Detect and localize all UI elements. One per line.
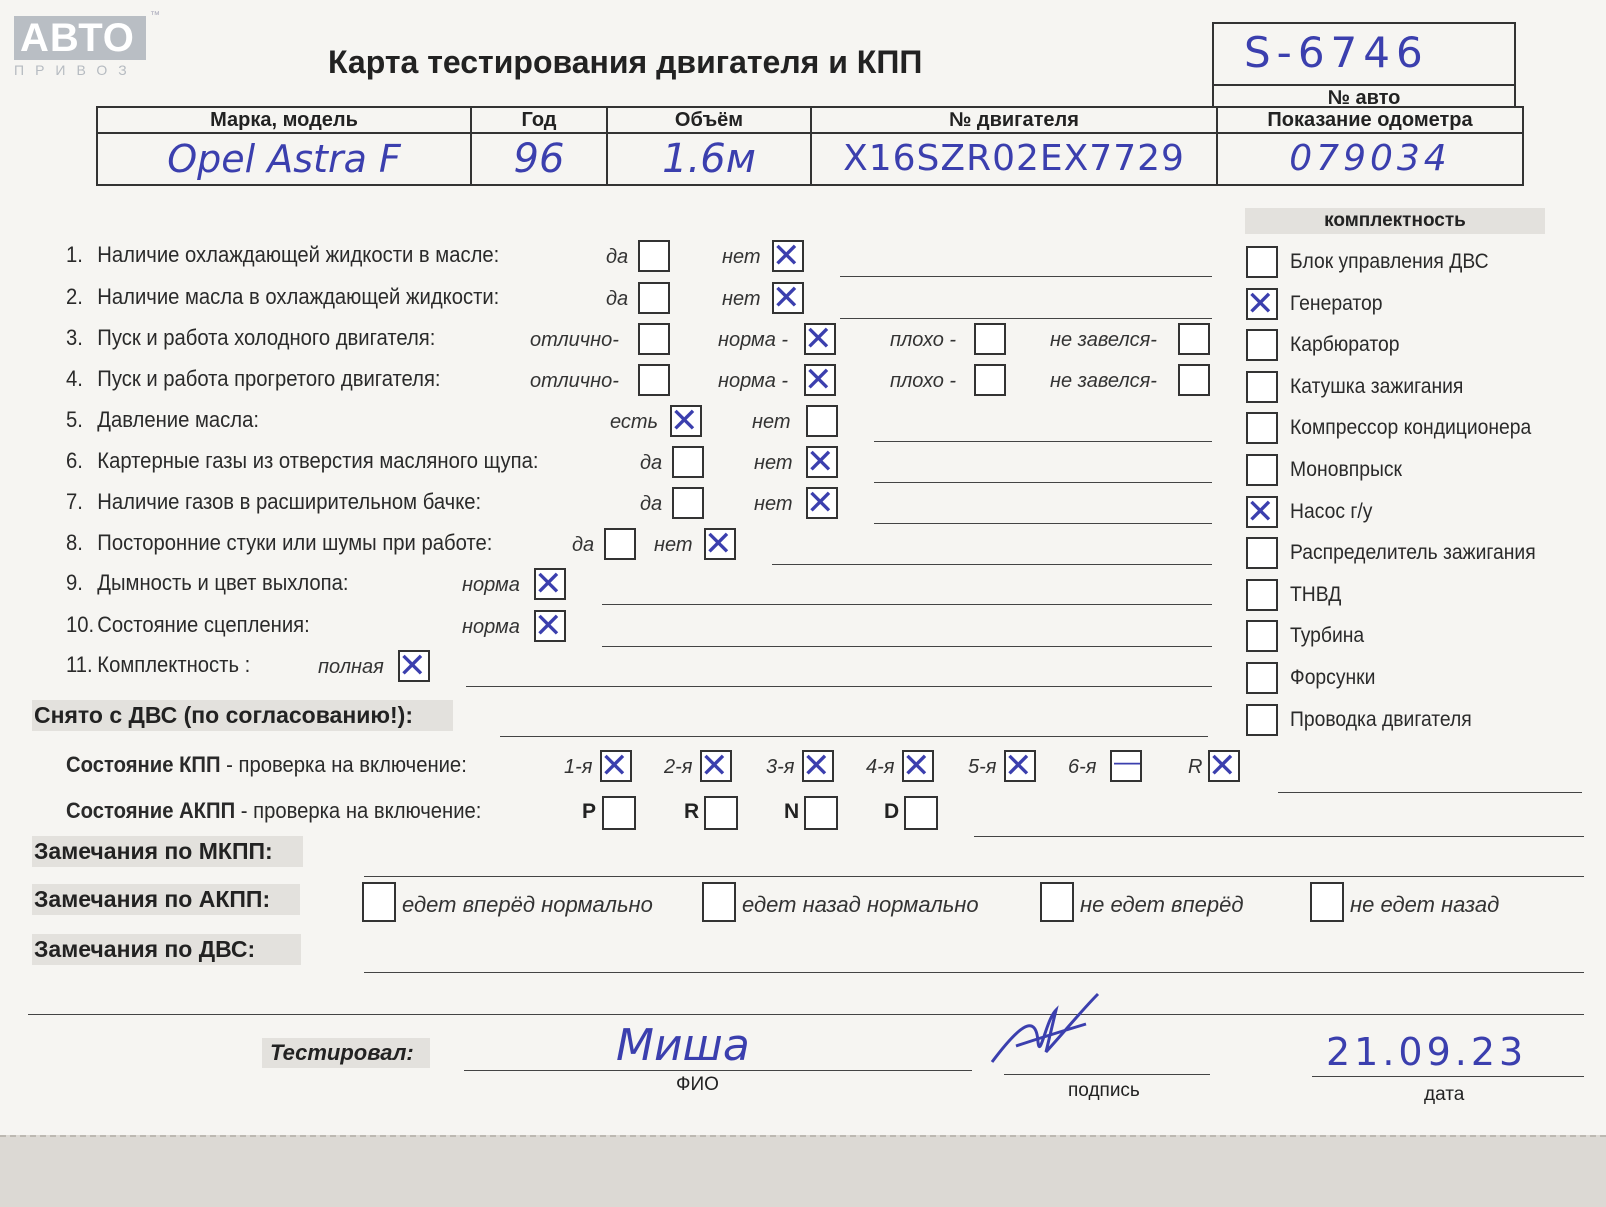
akpp-line bbox=[974, 836, 1584, 837]
akpp-remark-label: едет вперёд нормально bbox=[402, 892, 653, 917]
completeness-checkbox[interactable] bbox=[1246, 246, 1278, 278]
question-text: Состояние сцепления: bbox=[97, 612, 310, 637]
option-label: да bbox=[640, 493, 663, 515]
question-number: 6. bbox=[66, 448, 83, 473]
completeness-checkbox[interactable] bbox=[1246, 662, 1278, 694]
akpp-label bbox=[66, 798, 481, 824]
option-checkbox[interactable] bbox=[534, 610, 566, 642]
question-text: Посторонние стуки или шумы при работе: bbox=[97, 530, 493, 555]
akpp-mode-label: N bbox=[784, 800, 800, 823]
completeness-checkbox[interactable] bbox=[1246, 537, 1278, 569]
option-label: нет bbox=[654, 534, 693, 556]
completeness-checkbox[interactable] bbox=[1246, 454, 1278, 486]
signature-caption: подпись bbox=[1068, 1080, 1140, 1101]
question-text: Давление масла: bbox=[97, 407, 259, 432]
completeness-checkbox[interactable] bbox=[1246, 579, 1278, 611]
option-label: да bbox=[640, 452, 663, 474]
col-volume: Объём bbox=[674, 109, 744, 131]
option-checkbox[interactable] bbox=[974, 323, 1006, 355]
answer-line bbox=[772, 564, 1212, 565]
akpp-remark-checkbox[interactable] bbox=[1040, 882, 1074, 922]
option-checkbox[interactable] bbox=[670, 405, 702, 437]
value-year: 96 bbox=[513, 136, 565, 182]
option-checkbox[interactable] bbox=[1178, 323, 1210, 355]
completeness-label: ТНВД bbox=[1290, 582, 1342, 606]
question-label bbox=[66, 284, 499, 310]
question-number: 3. bbox=[66, 325, 83, 350]
akpp-label-bold: Состояние АКПП bbox=[66, 798, 236, 823]
completeness-label: Блок управления ДВС bbox=[1290, 250, 1489, 273]
gear-label: 5-я bbox=[968, 756, 997, 778]
option-label: не завелся- bbox=[1050, 370, 1157, 392]
option-label: да bbox=[572, 534, 595, 556]
gear-label: 6-я bbox=[1068, 756, 1097, 778]
remarks-mkpp-line bbox=[364, 876, 1584, 877]
completeness-label: Компрессор кондиционера bbox=[1290, 416, 1532, 440]
gear-checkbox[interactable] bbox=[600, 750, 632, 782]
question-label bbox=[66, 652, 250, 678]
col-engine-number: № двигателя bbox=[949, 109, 1079, 131]
option-checkbox[interactable] bbox=[638, 323, 670, 355]
option-label: полная bbox=[318, 656, 384, 678]
akpp-mode-checkbox[interactable] bbox=[704, 796, 738, 830]
logo-text: АВТО bbox=[14, 16, 146, 60]
completeness-checkbox[interactable] bbox=[1246, 412, 1278, 444]
question-text: Дымность и цвет выхлопа: bbox=[97, 570, 349, 595]
question-text: Комплектность : bbox=[97, 652, 251, 677]
option-label: отлично- bbox=[530, 329, 619, 351]
answer-line bbox=[874, 482, 1212, 483]
question-number: 10. bbox=[66, 612, 95, 637]
col-odometer: Показание одометра bbox=[1267, 109, 1473, 131]
completeness-checkbox[interactable] bbox=[1246, 288, 1278, 320]
question-number: 9. bbox=[66, 570, 83, 595]
auto-number-label: № авто bbox=[1212, 84, 1516, 108]
option-checkbox[interactable] bbox=[704, 528, 736, 560]
akpp-mode-checkbox[interactable] bbox=[804, 796, 838, 830]
auto-number-value: S-6746 bbox=[1244, 28, 1429, 77]
gear-checkbox[interactable] bbox=[1208, 750, 1240, 782]
kpp-label-rest: - проверка на включение: bbox=[220, 752, 467, 777]
completeness-checkbox[interactable] bbox=[1246, 329, 1278, 361]
question-text: Пуск и работа холодного двигателя: bbox=[97, 325, 436, 350]
gear-label: 2-я bbox=[664, 756, 693, 778]
completeness-checkbox[interactable] bbox=[1246, 620, 1278, 652]
logo-tm: ™ bbox=[150, 10, 160, 21]
akpp-mode-label: R bbox=[684, 800, 700, 823]
option-label: плохо - bbox=[890, 329, 957, 351]
question-number: 1. bbox=[66, 242, 83, 267]
question-number: 7. bbox=[66, 489, 83, 514]
kpp-line bbox=[1278, 792, 1582, 793]
question-text: Картерные газы из отверстия масляного щупа: bbox=[97, 448, 539, 473]
date-caption: дата bbox=[1424, 1084, 1465, 1105]
akpp-remark-checkbox[interactable] bbox=[702, 882, 736, 922]
option-checkbox[interactable] bbox=[806, 405, 838, 437]
option-checkbox[interactable] bbox=[806, 446, 838, 478]
option-label: плохо - bbox=[890, 370, 957, 392]
option-checkbox[interactable] bbox=[604, 528, 636, 560]
answer-line bbox=[466, 686, 1212, 687]
option-label: нет bbox=[722, 288, 761, 310]
completeness-title: комплектность bbox=[1245, 208, 1545, 234]
option-label: отлично- bbox=[530, 370, 619, 392]
option-label: норма bbox=[462, 574, 520, 596]
option-checkbox[interactable] bbox=[1178, 364, 1210, 396]
value-volume: 1.6м bbox=[662, 136, 756, 182]
answer-line bbox=[840, 318, 1212, 319]
removed-label: Снято с ДВС (по согласованию!): bbox=[32, 700, 453, 731]
name-line bbox=[464, 1070, 972, 1071]
answer-line bbox=[874, 441, 1212, 442]
gear-checkbox[interactable] bbox=[802, 750, 834, 782]
completeness-label: Распределитель зажигания bbox=[1290, 541, 1536, 565]
option-label: да bbox=[606, 288, 629, 310]
vehicle-header-table bbox=[96, 106, 1524, 186]
col-make-model: Марка, модель bbox=[210, 109, 358, 131]
completeness-label: Турбина bbox=[1290, 624, 1365, 648]
completeness-label: Форсунки bbox=[1290, 666, 1376, 689]
gear-checkbox[interactable] bbox=[1110, 750, 1142, 782]
question-label bbox=[66, 570, 349, 596]
completeness-label: Катушка зажигания bbox=[1290, 374, 1464, 398]
option-checkbox[interactable] bbox=[806, 487, 838, 519]
akpp-mode-label: D bbox=[884, 800, 900, 823]
option-checkbox[interactable] bbox=[772, 282, 804, 314]
option-label: нет bbox=[754, 452, 793, 474]
gear-label: R bbox=[1188, 756, 1203, 778]
option-label: норма - bbox=[718, 370, 789, 392]
value-engine-number: X16SZR02EX7729 bbox=[843, 138, 1185, 179]
gear-checkbox[interactable] bbox=[700, 750, 732, 782]
completeness-label: Генератор bbox=[1290, 291, 1383, 315]
value-odometer: 079034 bbox=[1289, 138, 1451, 179]
akpp-mode-checkbox[interactable] bbox=[602, 796, 636, 830]
gear-checkbox[interactable] bbox=[902, 750, 934, 782]
auto-number-box bbox=[1212, 22, 1516, 84]
question-label bbox=[66, 325, 435, 351]
question-label bbox=[66, 366, 441, 392]
option-label: есть bbox=[610, 411, 659, 433]
test-date: 21.09.23 bbox=[1326, 1030, 1528, 1074]
gear-label: 4-я bbox=[866, 756, 895, 778]
completeness-checkbox[interactable] bbox=[1246, 704, 1278, 736]
question-text: Пуск и работа прогретого двигателя: bbox=[97, 366, 441, 391]
answer-line bbox=[840, 276, 1212, 277]
gear-checkbox[interactable] bbox=[1004, 750, 1036, 782]
question-label bbox=[66, 407, 259, 433]
completeness-checkbox[interactable] bbox=[1246, 371, 1278, 403]
option-checkbox[interactable] bbox=[804, 323, 836, 355]
akpp-remark-label: не едет назад bbox=[1350, 892, 1500, 917]
option-checkbox[interactable] bbox=[772, 240, 804, 272]
option-checkbox[interactable] bbox=[974, 364, 1006, 396]
completeness-label: Проводка двигателя bbox=[1290, 707, 1472, 731]
completeness-label: Насос г/у bbox=[1290, 499, 1373, 523]
akpp-remark-label: едет назад нормально bbox=[742, 892, 979, 917]
question-number: 11. bbox=[66, 652, 93, 677]
option-label: нет bbox=[752, 411, 791, 433]
tester-name: Миша bbox=[616, 1020, 750, 1071]
logo bbox=[14, 10, 160, 80]
question-number: 2. bbox=[66, 284, 83, 309]
remarks-mkpp-label: Замечания по МКПП: bbox=[32, 836, 303, 867]
logo-sub: ПРИВОЗ bbox=[14, 62, 138, 78]
question-number: 8. bbox=[66, 530, 83, 555]
akpp-mode-checkbox[interactable] bbox=[904, 796, 938, 830]
gear-label: 1-я bbox=[564, 756, 593, 778]
question-text: Наличие масла в охлаждающей жидкости: bbox=[97, 284, 500, 309]
remarks-dvs-label: Замечания по ДВС: bbox=[32, 934, 301, 965]
option-label: да bbox=[606, 246, 629, 268]
col-year: Год bbox=[521, 109, 557, 131]
page-title: Карта тестирования двигателя и КПП bbox=[328, 44, 923, 80]
remarks-extra-line bbox=[28, 1014, 1584, 1015]
question-label bbox=[66, 489, 481, 515]
question-number: 4. bbox=[66, 366, 83, 391]
remarks-dvs-line bbox=[364, 972, 1584, 973]
option-label: нет bbox=[754, 493, 793, 515]
completeness-checkbox[interactable] bbox=[1246, 496, 1278, 528]
option-label: норма - bbox=[718, 329, 789, 351]
question-label bbox=[66, 530, 492, 556]
question-number: 5. bbox=[66, 407, 83, 432]
option-checkbox[interactable] bbox=[638, 282, 670, 314]
completeness-label: Карбюратор bbox=[1290, 333, 1400, 357]
option-checkbox[interactable] bbox=[804, 364, 836, 396]
remarks-akpp-label: Замечания по АКПП: bbox=[32, 884, 300, 915]
option-checkbox[interactable] bbox=[672, 487, 704, 519]
signature bbox=[986, 990, 1106, 1070]
kpp-label-bold: Состояние КПП bbox=[66, 752, 221, 777]
option-label: не завелся- bbox=[1050, 329, 1157, 351]
option-checkbox[interactable] bbox=[534, 568, 566, 600]
question-label bbox=[66, 448, 538, 474]
akpp-label-rest: - проверка на включение: bbox=[235, 798, 482, 823]
removed-line bbox=[500, 736, 1208, 737]
date-line bbox=[1312, 1076, 1584, 1077]
akpp-remark-checkbox[interactable] bbox=[1310, 882, 1344, 922]
torn-edge bbox=[0, 1135, 1606, 1207]
answer-line bbox=[602, 646, 1212, 647]
akpp-remark-checkbox[interactable] bbox=[362, 882, 396, 922]
completeness-label: Моновпрыск bbox=[1290, 458, 1402, 481]
option-checkbox[interactable] bbox=[638, 240, 670, 272]
tested-label: Тестировал: bbox=[262, 1038, 430, 1068]
value-make-model: Opel Astra F bbox=[167, 137, 401, 181]
option-label: норма bbox=[462, 616, 520, 638]
answer-line bbox=[874, 523, 1212, 524]
option-label: нет bbox=[722, 246, 761, 268]
option-checkbox[interactable] bbox=[672, 446, 704, 478]
signature-line bbox=[1004, 1074, 1210, 1075]
akpp-mode-label: P bbox=[582, 800, 597, 823]
gear-label: 3-я bbox=[766, 756, 795, 778]
question-text: Наличие газов в расширительном бачке: bbox=[97, 489, 482, 514]
name-caption: ФИО bbox=[676, 1074, 719, 1095]
question-text: Наличие охлаждающей жидкости в масле: bbox=[97, 242, 500, 267]
option-checkbox[interactable] bbox=[398, 650, 430, 682]
question-label bbox=[66, 242, 499, 268]
answer-line bbox=[602, 604, 1212, 605]
kpp-label bbox=[66, 752, 467, 778]
option-checkbox[interactable] bbox=[638, 364, 670, 396]
akpp-remark-label: не едет вперёд bbox=[1080, 892, 1244, 917]
question-label bbox=[66, 612, 310, 638]
